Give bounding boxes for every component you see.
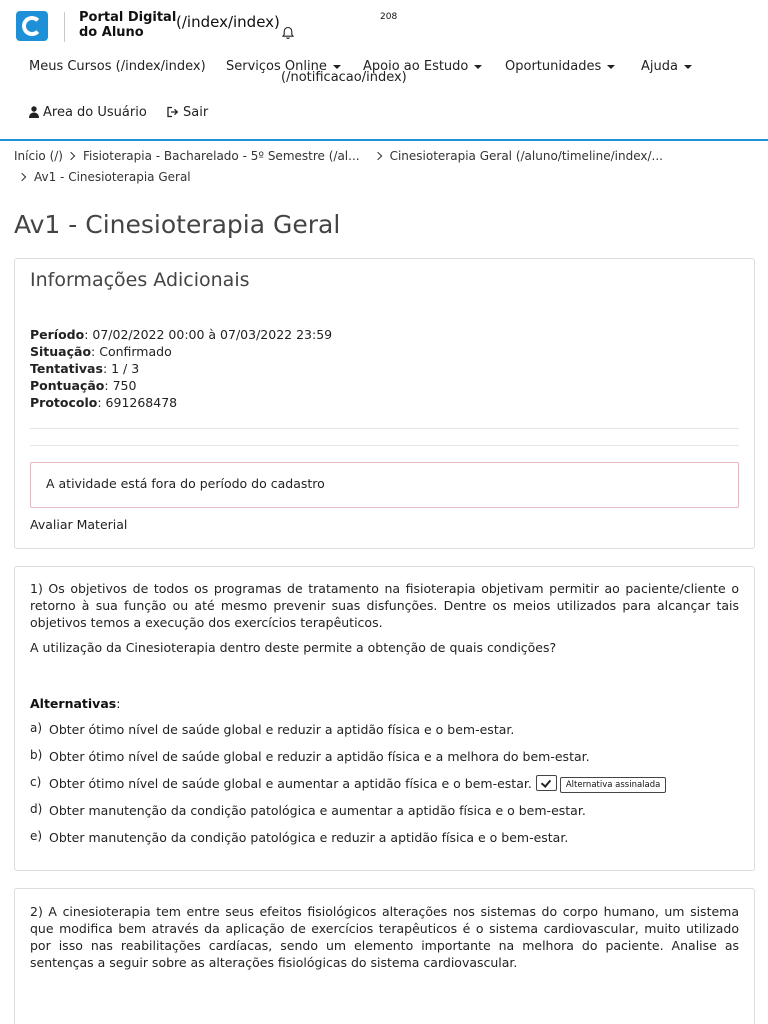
info-title: Informações Adicionais (30, 269, 250, 291)
question-panel (14, 888, 755, 1024)
avaliar-material-link[interactable]: Avaliar Material (30, 517, 128, 532)
alternative-d: d) Obter manutenção da condição patológica e aumentar a aptidão física e o bem-estar. (30, 802, 586, 818)
info-protocolo: Protocolo: 691268478 (30, 395, 178, 410)
selected-badge: Alternativa assinalada (560, 777, 667, 793)
nav-meus-cursos[interactable]: Meus Cursos (/index/index) (29, 59, 206, 74)
notification-count: 208 (380, 12, 398, 22)
nav-servicos-online[interactable]: Serviços Online (226, 59, 341, 74)
logo-divider (64, 12, 65, 42)
breadcrumb-disciplina[interactable]: Cinesioterapia Geral (/aluno/timeline/index/... (389, 149, 663, 163)
chevron-right-icon (18, 173, 26, 181)
notification-link[interactable]: (/notificacao/index) (281, 70, 407, 85)
user-icon (29, 106, 39, 118)
chevron-right-icon (67, 152, 75, 160)
bell-icon[interactable] (281, 26, 295, 40)
nav-ajuda[interactable]: Ajuda (641, 59, 692, 74)
nav-sair[interactable]: Sair (166, 105, 208, 120)
caret-down-icon (684, 65, 692, 69)
alternative-c: c) Obter ótimo nível de saúde global e aumentar a aptidão física e o bem-estar. Alternativa assinalada (30, 775, 666, 793)
breadcrumb-line2 (14, 170, 191, 184)
sign-out-icon (166, 106, 179, 118)
page-title: Av1 - Cinesioterapia Geral (14, 210, 341, 239)
header-divider (0, 139, 768, 141)
info-tentativas: Tentativas: 1 / 3 (30, 361, 140, 376)
caret-down-icon (333, 65, 341, 69)
info-situacao: Situação: Confirmado (30, 344, 172, 359)
brand-title[interactable]: Portal Digital do Aluno (79, 10, 177, 40)
alternative-b: b) Obter ótimo nível de saúde global e reduzir a aptidão física e a melhora do bem-estar. (30, 748, 590, 764)
breadcrumb-inicio[interactable]: Início (/) (14, 149, 63, 163)
question-text: 1) Os objetivos de todos os programas de tratamento na fisioterapia objetivam permitir ao paciente/cliente o retorno à sua função ou até mesmo prevenir suas disfunções. Dentre os meios utilizados para alcançar tais objetivos temos a execução dos exercícios terapêuticos. (30, 581, 739, 630)
info-pontuacao: Pontuação: 750 (30, 378, 137, 393)
info-panel (14, 258, 755, 549)
caret-down-icon (607, 65, 615, 69)
breadcrumb-atual: Av1 - Cinesioterapia Geral (34, 170, 191, 184)
info-divider (30, 445, 739, 446)
nav-oportunidades[interactable]: Oportunidades (505, 59, 615, 74)
question-text: 2) A cinesioterapia tem entre seus efeitos fisiológicos alterações nos sistemas do corpo humano, um sistema que modifica bem através da aplicação de exercícios terapêuticos é o sistema cardiovascular, muito utilizado por isso nas reabilitações cardíacas, sendo um elemento importante na melhora do paciente. Analise as sentenças a seguir sobre as alterações fisiológicas do sistema cardiovascular. (30, 904, 739, 970)
breadcrumb (14, 149, 663, 163)
nav-area-usuario[interactable]: Area do Usuário (29, 105, 147, 120)
nav-apoio-estudo[interactable]: Apoio ao Estudo (363, 59, 482, 74)
alternative-e: e) Obter manutenção da condição patológica e reduzir a aptidão física e o bem-estar. (30, 829, 569, 845)
chevron-right-icon (373, 152, 381, 160)
period-alert: A atividade está fora do período do cadastro (30, 462, 739, 508)
info-periodo: Período: 07/02/2022 00:00 à 07/03/2022 23:59 (30, 327, 333, 342)
caret-down-icon (474, 65, 482, 69)
brand-link[interactable]: (/index/index) (176, 13, 280, 31)
question-panel (14, 566, 755, 871)
question-prompt: A utilização da Cinesioterapia dentro deste permite a obtenção de quais condições? (30, 640, 557, 655)
portal-logo[interactable] (16, 11, 48, 41)
alternative-a: a) Obter ótimo nível de saúde global e reduzir a aptidão física e o bem-estar. (30, 721, 515, 737)
info-divider (30, 428, 739, 429)
breadcrumb-curso[interactable]: Fisioterapia - Bacharelado - 5º Semestre (/al... (82, 149, 360, 163)
alternatives-heading: Alternativas: (30, 696, 121, 711)
check-icon (536, 775, 557, 791)
